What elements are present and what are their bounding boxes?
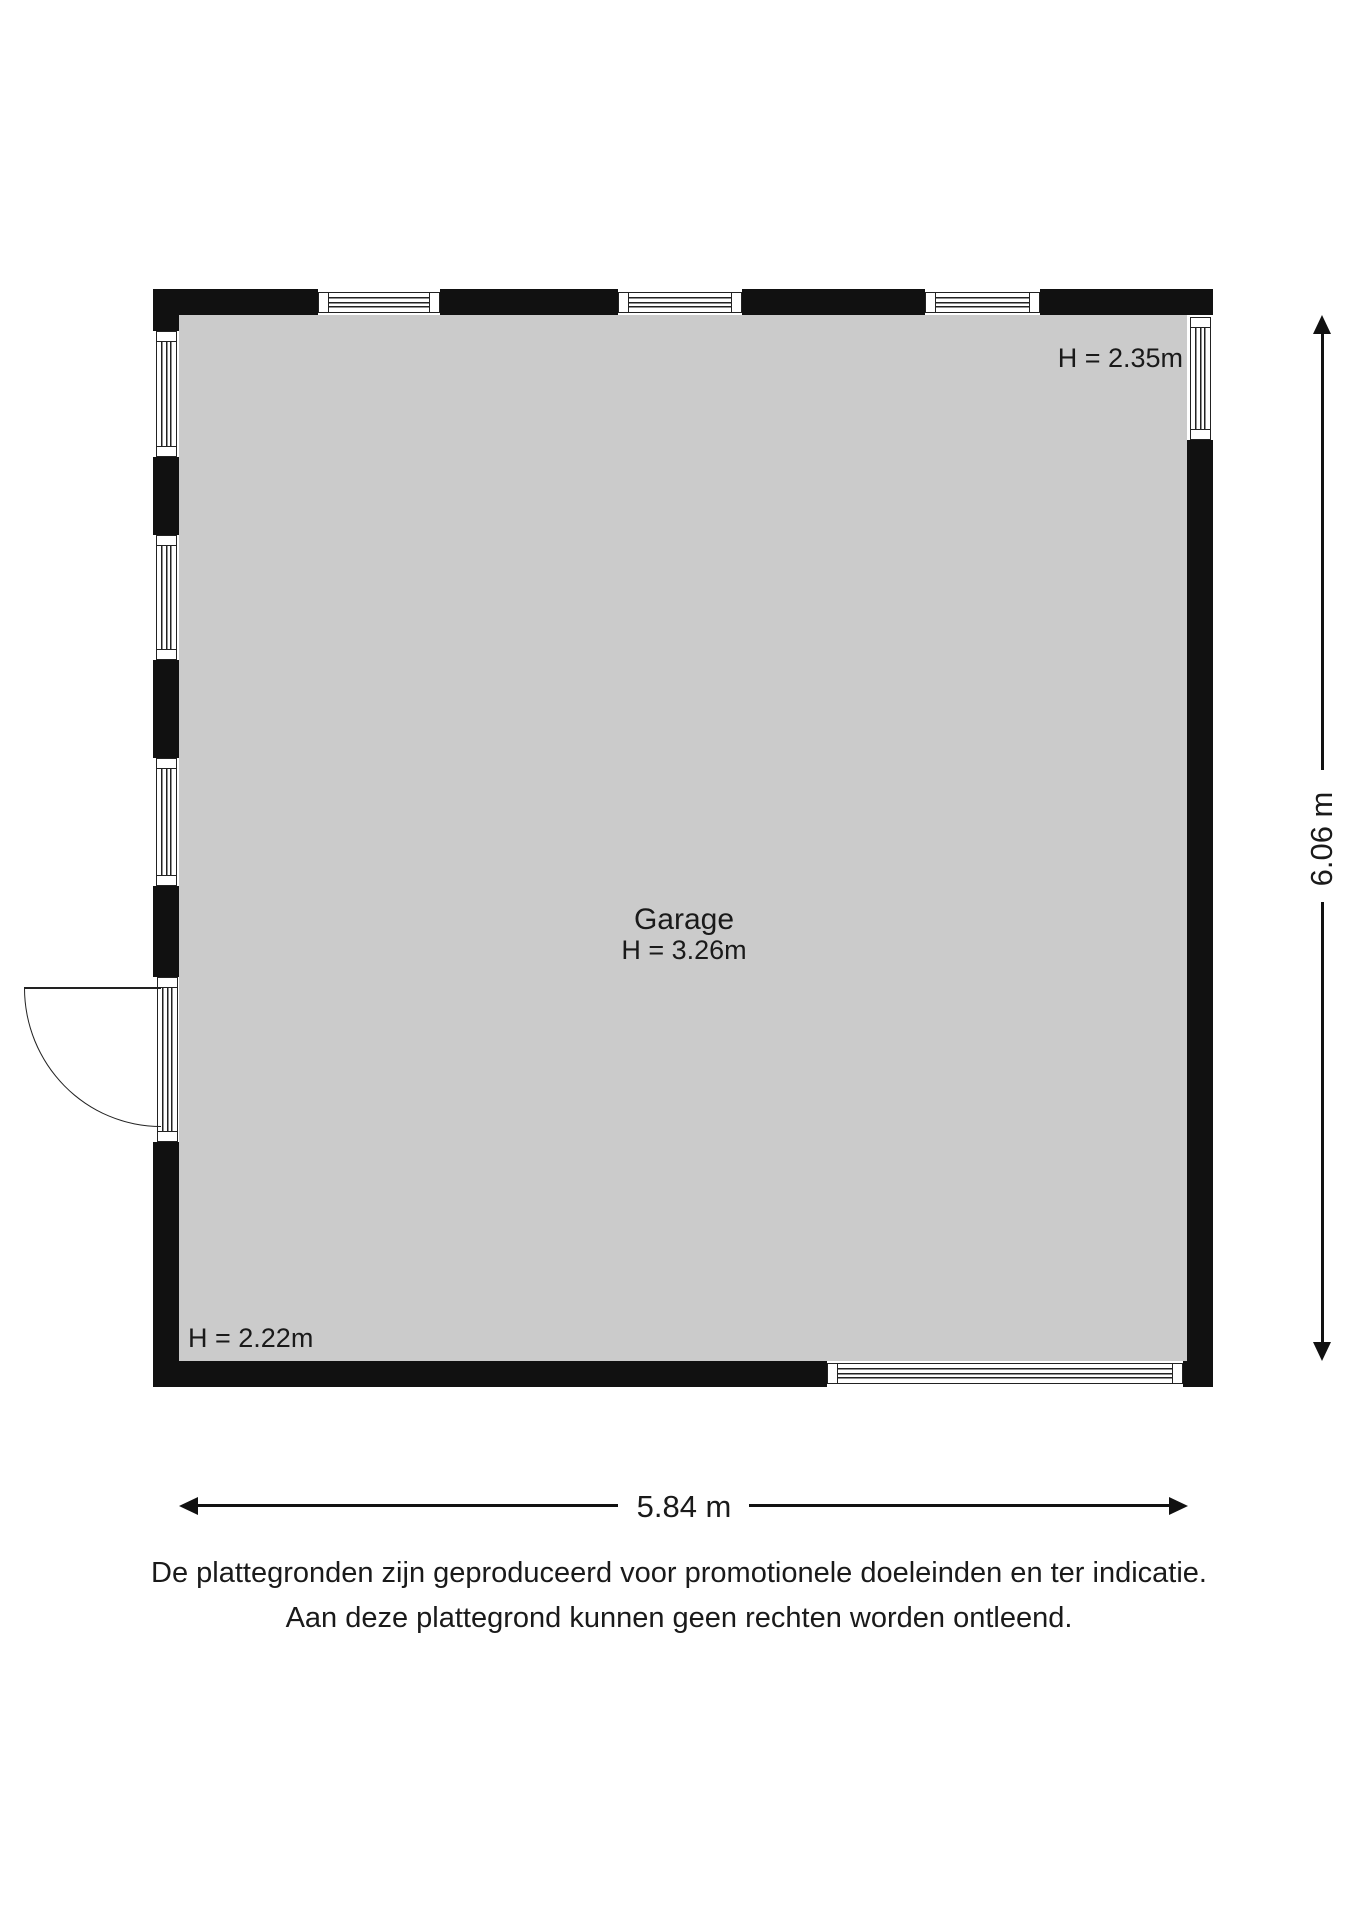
room-label: Garage — [633, 903, 735, 936]
wall-right-segment — [1187, 440, 1213, 1387]
window-cap — [157, 649, 176, 659]
window-cap — [828, 1364, 838, 1383]
wall-bottom-segment — [153, 1361, 827, 1387]
dimension-line-horizontal — [196, 1504, 618, 1507]
window-cap — [157, 536, 176, 546]
wall-left-segment — [153, 289, 179, 331]
window-symbol — [156, 758, 177, 886]
wall-left-segment — [153, 886, 179, 977]
wall-left-segment — [153, 660, 179, 758]
window-symbol — [925, 292, 1040, 313]
room-height-label: H = 3.26m — [621, 935, 747, 965]
wall-top-segment — [742, 289, 925, 315]
dimension-arrowhead-right — [1169, 1497, 1188, 1515]
window-symbol — [827, 1363, 1183, 1384]
height-annotation-top-right: H = 2.35m — [1057, 343, 1183, 373]
window-cap — [429, 293, 439, 312]
window-cap — [1029, 293, 1039, 312]
disclaimer-line-2: Aan deze plattegrond kunnen geen rechten worden ontleend. — [285, 1602, 1073, 1634]
dimension-label-horizontal: 5.84 m — [636, 1489, 732, 1524]
wall-bottom-segment — [1183, 1361, 1213, 1387]
dimension-line-vertical — [1321, 902, 1324, 1344]
window-symbol — [156, 331, 177, 457]
dimension-line-horizontal — [749, 1504, 1171, 1507]
dimension-line-vertical — [1321, 332, 1324, 770]
window-glass — [838, 1364, 1172, 1383]
window-symbol — [1190, 317, 1211, 440]
window-cap — [157, 759, 176, 769]
window-symbol — [156, 535, 177, 660]
window-cap — [319, 293, 329, 312]
window-cap — [731, 293, 741, 312]
window-symbol — [618, 292, 742, 313]
dimension-arrowhead-down — [1313, 1342, 1331, 1361]
window-cap — [1172, 1364, 1182, 1383]
window-glass — [329, 293, 429, 312]
disclaimer-line-1: De plattegronden zijn geproduceerd voor promotionele doeleinden en ter indicatie. — [151, 1557, 1207, 1589]
window-glass — [157, 546, 176, 649]
window-glass — [157, 769, 176, 875]
wall-left-segment — [153, 1142, 179, 1387]
window-cap — [926, 293, 936, 312]
door-cap — [158, 1131, 177, 1141]
window-glass — [629, 293, 731, 312]
window-cap — [157, 332, 176, 342]
disclaimer — [0, 1551, 1358, 1641]
window-cap — [1191, 318, 1210, 328]
window-symbol — [318, 292, 440, 313]
wall-left-segment — [153, 457, 179, 535]
window-cap — [619, 293, 629, 312]
wall-top-segment — [1040, 289, 1213, 315]
window-glass — [936, 293, 1029, 312]
door-swing-arc — [24, 988, 161, 1127]
window-cap — [157, 446, 176, 456]
window-glass — [157, 342, 176, 446]
window-glass — [1191, 328, 1210, 429]
window-cap — [1191, 429, 1210, 439]
window-cap — [157, 875, 176, 885]
room-floor — [179, 315, 1187, 1361]
height-annotation-bottom-left: H = 2.22m — [188, 1323, 314, 1353]
dimension-label-vertical: 6.06 m — [1304, 791, 1339, 887]
wall-top-segment — [440, 289, 618, 315]
